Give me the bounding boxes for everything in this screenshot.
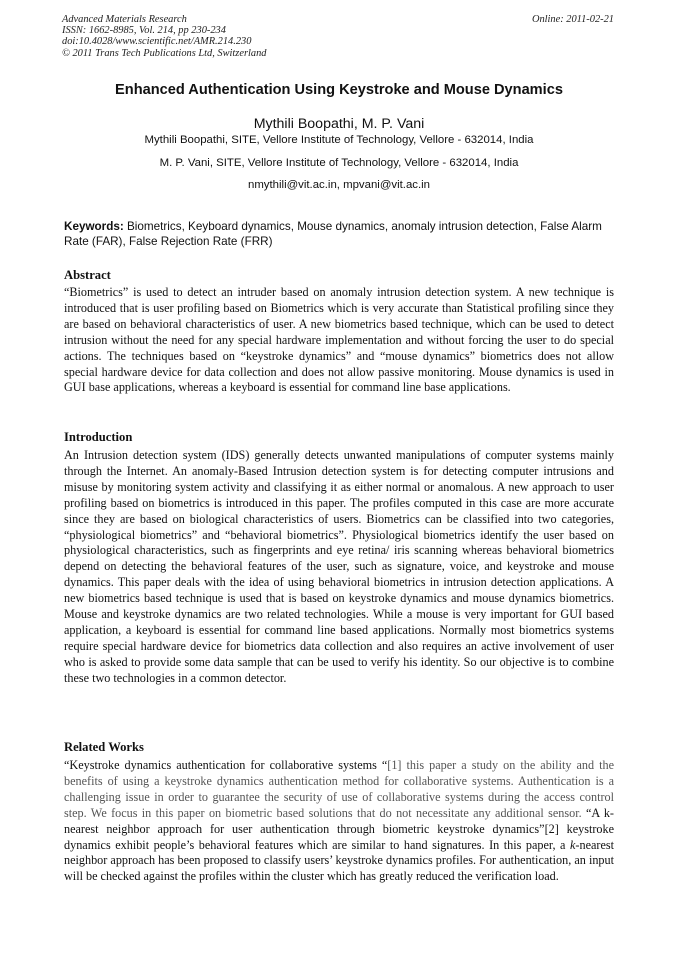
copyright-line: © 2011 Trans Tech Publications Ltd, Switzerland — [62, 47, 267, 59]
related-works-heading: Related Works — [64, 740, 144, 754]
related-works-run-2: [1] this paper a study on the ability and the benefits of using a keystroke dynamics authentication method for collaborative systems. Authentication is a challenging issue in order to guarantee the security of use of collaborative systems during the access control step. We focus in this paper on biometric based solutions that do not necessitate any additional sensor. — [64, 758, 614, 820]
keywords-block — [64, 219, 614, 249]
online-date: Online: 2011-02-21 — [531, 14, 614, 25]
journal-name: Advanced Materials Research — [62, 14, 187, 25]
introduction-heading: Introduction — [64, 430, 133, 444]
doi-line: doi:10.4028/www.scientific.net/AMR.214.230 — [62, 36, 252, 48]
related-works-run-5: -nearest neighbor approach has been proposed to classify users’ keystroke dynamics profiles. For authentication, an input will be checked against the profiles within the cluster which has greatly reduced the verification load. — [64, 837, 614, 884]
author-emails: nmythili@vit.ac.in, mpvani@vit.ac.in — [247, 179, 431, 191]
related-works-run-4: k — [570, 837, 576, 852]
affiliation-1: Mythili Boopathi, SITE, Vellore Institute of Technology, Vellore - 632014, India — [144, 134, 534, 146]
paper-title: Enhanced Authentication Using Keystroke and Mouse Dynamics — [115, 82, 563, 98]
keywords-label: Keywords: — [64, 220, 124, 233]
related-works-text — [64, 758, 614, 885]
affiliation-2: M. P. Vani, SITE, Vellore Institute of Technology, Vellore - 632014, India — [159, 157, 519, 169]
introduction-text: An Intrusion detection system (IDS) generally detects unwanted manipulations of computer systems mainly through the Internet. An anomaly-Based Intrusion detection system is for detecting computer intrusions and misuse by monitoring system activity and classifying it as either normal or anomalous. A new approach to user profiling based on biometrics is introduced in this paper. The profiles computed in this case are more accurate since they are based on biological characteristics of users. Biometrics can be classified into two categories, “physiological biometrics” and “behavioral biometrics”. Physiological biometrics identify the user based on physiological characteristics, such as fingerprints and eye retina/ iris scanning whereas behavioral biometrics depend on detecting the behavioral features of the user, such as signature, voice, and keystroke and mouse dynamics. This paper deals with the idea of using behavioral biometrics in intrusion detection applications. A new biometrics based technique is used that is based on keystroke dynamics and mouse dynamics biometrics. Mouse and keystroke dynamics are two related technologies. While a mouse is very important for GUI based application, a keyboard is essential for command line based applications. Normally most biometrics systems require special hardware device for biometrics data collection and also requires an active involvement of user who is asked to provide some data sample that can be used to verify his identity. So our objective is to combine these two technologies in a common detector. — [64, 448, 614, 685]
related-works-run-3: “A k-nearest neighbor approach for user authentication through biometric keystroke dynamics”[2] keystroke dynamics exhibit people’s behavioral features which are similar to hand signatures. In this paper, a — [64, 805, 614, 852]
abstract-text: “Biometrics” is used to detect an intruder based on anomaly intrusion detection system. A new technique is introduced that is user profiling based on Biometrics which is very accurate than Statistical profiling since they are based on behavioral characteristics of user. A new biometrics based technique, which can be used to detect intrusion without the need for any special hardware implementation and without forcing the user to do special actions. The techniques based on “keystroke dynamics” and “mouse dynamics” biometrics does not allow special hardware device for data collection and does not allow passive monitoring. Mouse dynamics is used in GUI base applications, whereas a keyboard is essential for command line base applications. — [64, 285, 614, 395]
related-works-run-1: “Keystroke dynamics authentication for collaborative systems “ — [64, 758, 388, 772]
author-list: Mythili Boopathi, M. P. Vani — [253, 116, 425, 132]
abstract-heading: Abstract — [64, 268, 111, 282]
keywords-text: Biometrics, Keyboard dynamics, Mouse dynamics, anomaly intrusion detection, False Alarm Rate (FAR), False Rejection Rate (FRR) — [64, 220, 602, 248]
issn-line: ISSN: 1662-8985, Vol. 214, pp 230-234 — [62, 25, 226, 37]
journal-header — [62, 14, 266, 59]
